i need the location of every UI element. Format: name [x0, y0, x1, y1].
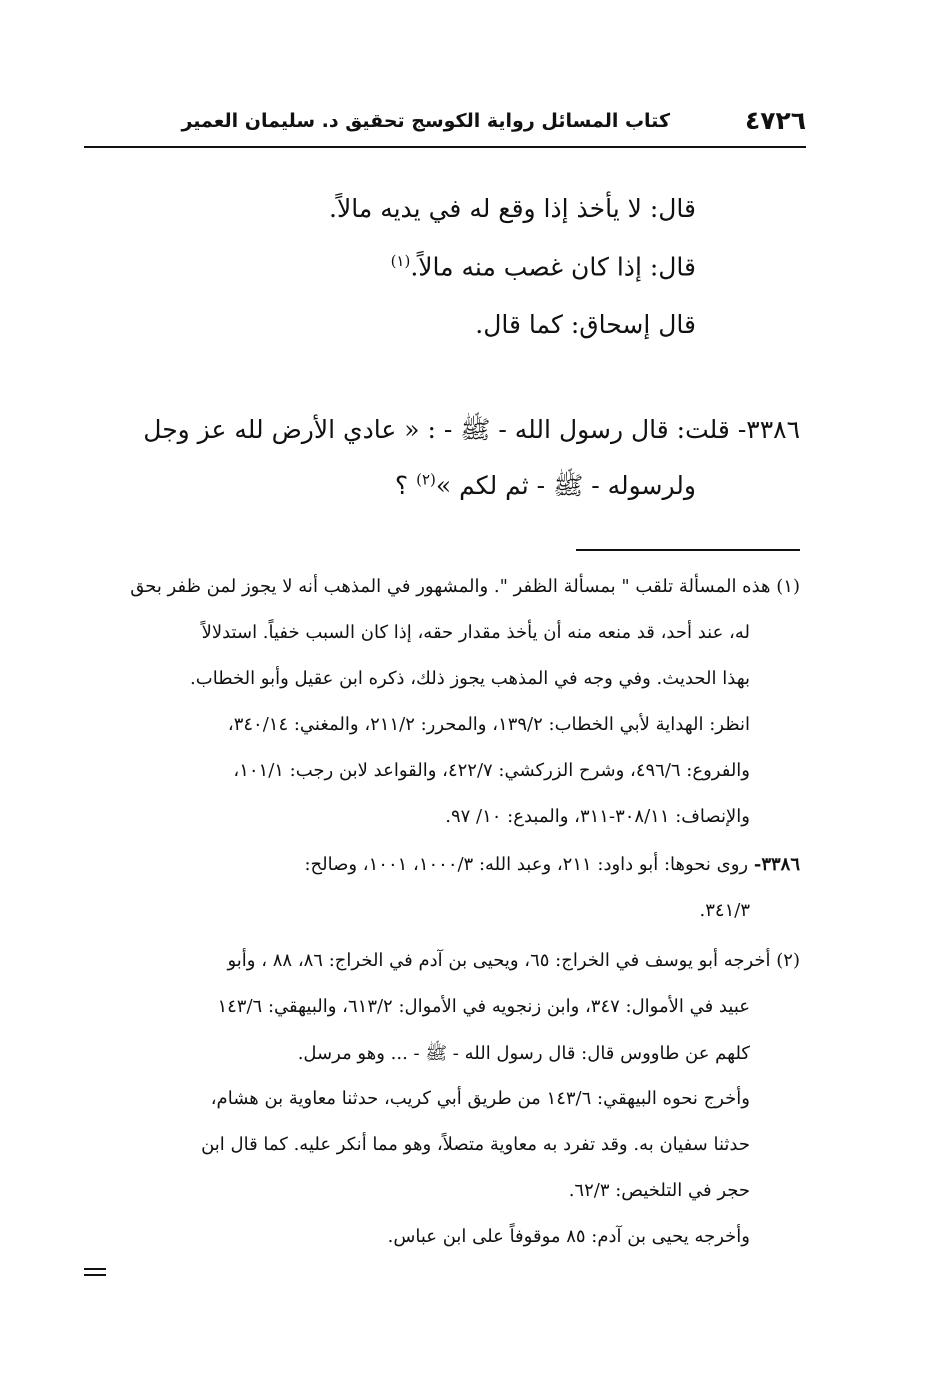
footnote-line: انظر: الهداية لأبي الخطاب: ١٣٩/٢، والمحرر: ٢١١/٢، والمغني: ٣٤٠/١٤،	[227, 714, 750, 735]
footnote-ref: (١)	[390, 252, 411, 270]
text-line	[391, 252, 696, 281]
question-text: قلت: قال رسول الله - ﷺ - : « عادي الأرض لله عز وجل	[143, 415, 730, 444]
footnote-line	[304, 854, 800, 875]
footnote-line: وأخرج نحوه البيهقي: ١٤٣/٦ من طريق أبي كريب، حدثنا معاوية بن هشام،	[210, 1088, 750, 1109]
footnote-line: حجر في التلخيص: ٦٢/٣.	[568, 1180, 750, 1201]
page-header	[84, 104, 806, 144]
footnote-line: وأخرجه يحيى بن آدم: ٨٥ موقوفاً على ابن عباس.	[387, 1226, 750, 1247]
text-line: قال: لا يأخذ إذا وقع له في يديه مالاً.	[329, 194, 696, 223]
footnote-line: والفروع: ٤٩٦/٦، وشرح الزركشي: ٤٢٢/٧، والقواعد لابن رجب: ١٠١/١،	[233, 760, 750, 781]
footnote-line: عبيد في الأموال: ٣٤٧، وابن زنجويه في الأموال: ٦١٣/٢، والبيهقي: ١٤٣/٦	[217, 996, 750, 1017]
footnote-line: له، عند أحد، قد منعه منه أن يأخذ مقدار حقه، إذا كان السبب خفياً. استدلالاً	[201, 622, 750, 643]
footnote-line: (٢) أخرجه أبو يوسف في الخراج: ٦٥، ويحيى بن آدم في الخراج: ٨٦، ٨٨ ، وأبو	[227, 950, 800, 971]
footnote-line: بهذا الحديث. وفي وجه في المذهب يجوز ذلك، ذكره ابن عقيل وأبو الخطاب.	[190, 668, 750, 689]
footnote-line: كلهم عن طاووس قال: قال رسول الله - ﷺ - ... وهو مرسل.	[297, 1043, 750, 1064]
header-rule	[84, 146, 806, 148]
footnote-line: حدثنا سفيان به. وقد تفرد به معاوية متصلاً، وهو مما أنكر عليه. كما قال ابن	[201, 1134, 750, 1155]
text-line-content: قال: إذا كان غصب منه مالاً.	[410, 252, 696, 282]
issue-number: ٣٣٨٦-	[753, 854, 800, 875]
running-title: كتاب المسائل رواية الكوسج تحقيق د. سليمان العمير	[181, 110, 670, 132]
footnote-line: والإنصاف: ٣٠٨/١١-٣١١، والمبدع: ١٠/ ٩٧.	[445, 806, 750, 827]
question-end: ؟	[394, 471, 417, 500]
footnote-ref: (٢)	[416, 470, 436, 489]
question-text: ولرسوله - ﷺ - ثم لكم »	[435, 471, 696, 500]
text-line: قال إسحاق: كما قال.	[475, 310, 696, 339]
footnote-line: ٣٤١/٣.	[699, 900, 750, 921]
question-line	[143, 414, 800, 451]
footnote-line: (١) هذه المسألة تلقب " بمسألة الظفر ". والمشهور في المذهب أنه لا يجوز لمن ظفر بحق	[130, 576, 800, 597]
question-line	[395, 470, 696, 507]
footnote-text: روى نحوها: أبو داود: ٢١١، وعبد الله: ١٠٠٠/٣، ١٠٠١، وصالح:	[304, 854, 754, 875]
issue-number: ٣٣٨٦-	[737, 415, 800, 444]
footnote-separator	[576, 549, 800, 551]
continuation-mark	[84, 1268, 106, 1278]
page-number: ٤٧٢٦	[744, 106, 806, 135]
